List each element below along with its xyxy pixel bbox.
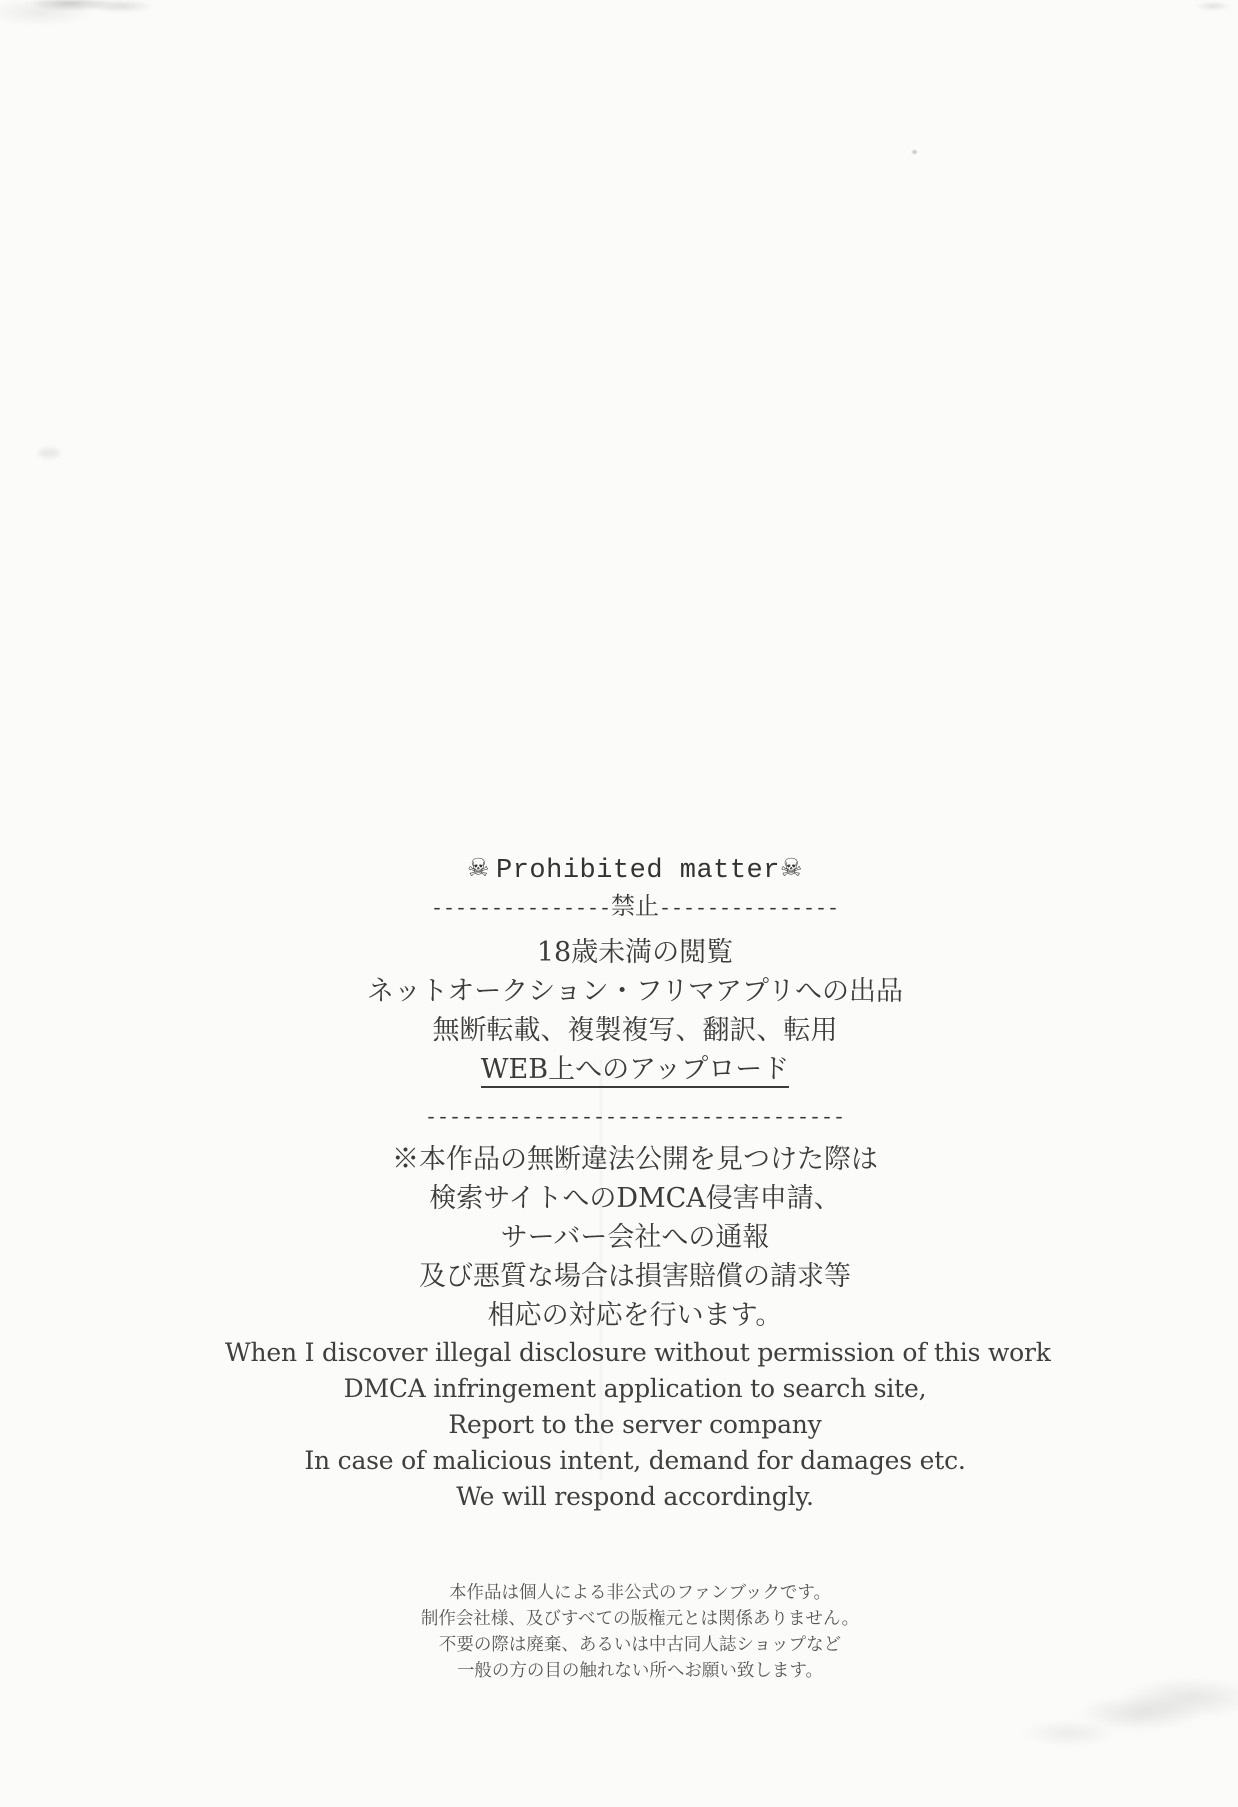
warning-jp-line: サーバー会社への通報 [500,1222,770,1253]
warning-en-line: Report to the server company [448,1410,822,1439]
notice-title: Prohibited matter [496,856,780,886]
dashed-divider-kinshi [225,890,1045,926]
divider-dashes: --------------- [430,898,611,921]
dashed-divider: ----------------------------------- [424,1107,846,1130]
skull-crossbones-icon: ☠ [467,853,491,882]
scan-smudge-top-right [1168,0,1238,24]
warning-en-line: We will respond accordingly. [456,1482,814,1511]
prohibited-rules-list [225,926,1045,1089]
footer-line: 不要の際は廃棄、あるいは中古同人誌ショップなど [438,1635,842,1655]
scan-smudge-bottom-right [980,1678,1238,1788]
scan-speck-right [912,150,917,154]
kinshi-label: 禁止 [611,892,659,920]
footer-disclaimer [320,1580,960,1684]
rule-line: ネットオークション・フリマアプリへの出品 [367,976,903,1007]
scan-smudge-left [38,448,60,458]
warning-japanese [225,1140,1045,1335]
footer-line: 本作品は個人による非公式のファンブックです。 [448,1583,832,1603]
divider-dashes: --------------- [659,898,840,921]
prohibited-matter-notice [225,850,1051,1515]
rule-line-underlined: WEB上へのアップロード [225,1050,1045,1089]
footer-line: 制作会社様、及びすべての版権元とは関係ありません。 [420,1609,860,1629]
warning-en-line: When I discover illegal disclosure without permission of this work [225,1338,1051,1367]
scan-smudge-top-left [0,0,170,38]
warning-en-line: In case of malicious intent, demand for damages etc. [304,1446,966,1475]
warning-english [225,1335,1051,1515]
skull-crossbones-icon: ☠ [779,853,803,882]
warning-jp-line: 相応の対応を行います。 [487,1300,783,1331]
notice-title-line [225,850,1045,890]
rule-line: 18歳未満の閲覧 [536,937,734,968]
rule-line: 無断転載、複製複写、翻訳、転用 [432,1015,838,1046]
warning-jp-line: 及び悪質な場合は損害賠償の請求等 [419,1261,851,1292]
warning-en-line: DMCA infringement application to search site, [343,1374,927,1403]
warning-jp-line: 検索サイトへのDMCA侵害申請、 [429,1183,841,1214]
warning-jp-line: ※本作品の無断違法公開を見つけた際は [392,1144,878,1175]
footer-line: 一般の方の目の触れない所へお願い致します。 [456,1661,824,1681]
